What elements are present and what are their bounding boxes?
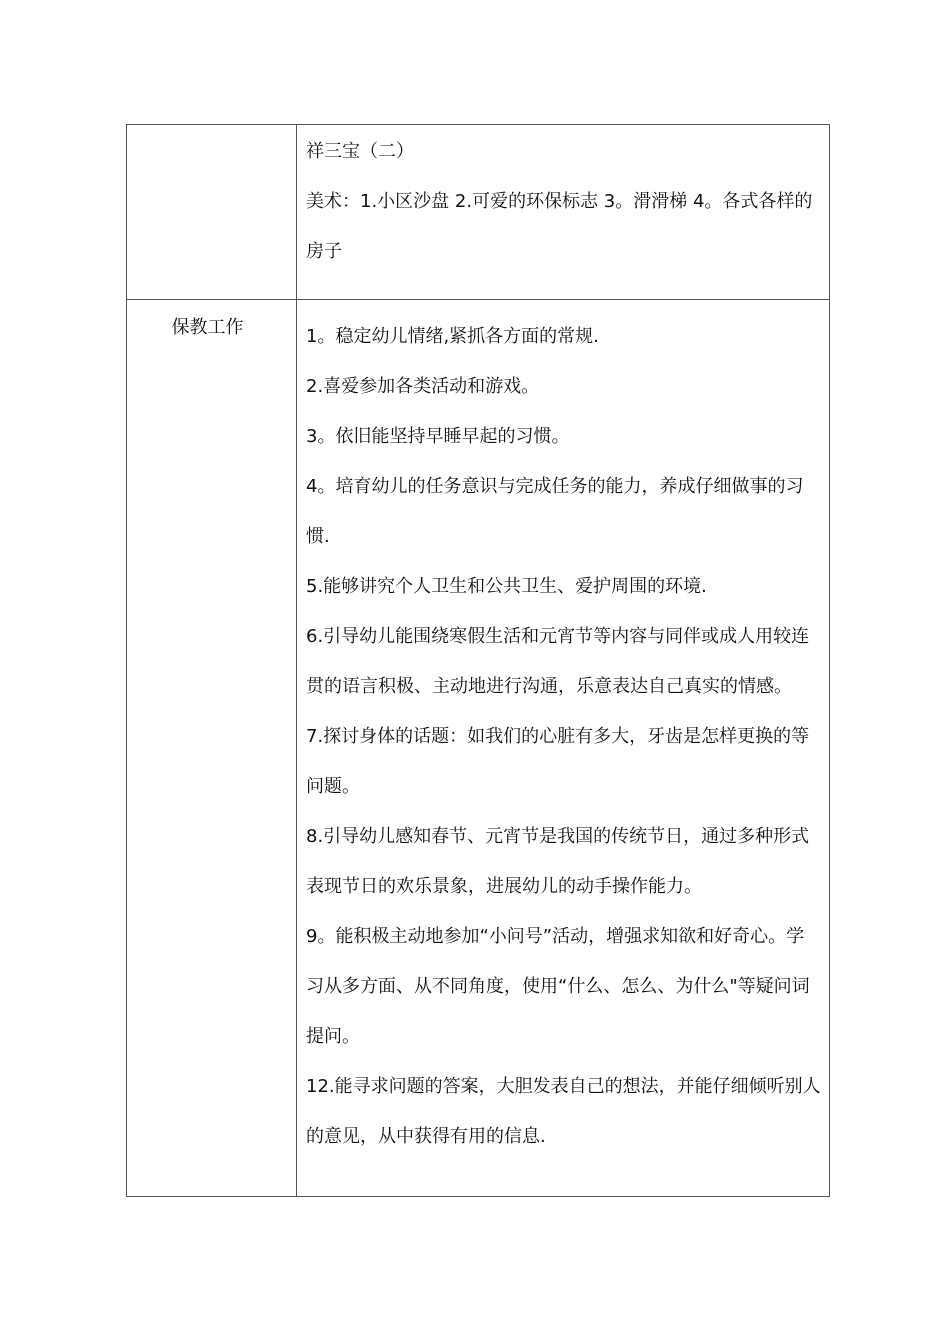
content-line: 祥三宝（二） [306, 141, 414, 162]
row-label: 保教工作 [171, 317, 244, 338]
table-row [127, 300, 830, 1197]
content-line: 3。依旧能坚持早睡早起的习惯。 [306, 426, 570, 447]
content-line: 8.引导幼儿感知春节、元宵节是我国的传统节日，通过多种形式表现节日的欢乐景象，进展幼儿的动手操作能力。 [306, 826, 810, 897]
content-line: 12.能寻求问题的答案，大胆发表自己的想法，并能仔细倾听别人的意见，从中获得有用的信息. [306, 1076, 821, 1147]
content-line: 7.探讨身体的话题：如我们的心脏有多大，牙齿是怎样更换的等问题。 [306, 726, 810, 797]
plan-table [126, 124, 830, 1197]
row-content-cell [297, 300, 830, 1197]
content-line: 2.喜爱参加各类活动和游戏。 [306, 376, 540, 397]
content-line: 6.引导幼儿能围绕寒假生活和元宵节等内容与同伴或成人用较连贯的语言积极、主动地进行沟通，乐意表达自己真实的情感。 [306, 626, 810, 697]
row-label-cell [127, 300, 297, 1197]
content-line: 4。培育幼儿的任务意识与完成任务的能力，养成仔细做事的习惯. [306, 476, 804, 547]
row-content-cell [297, 125, 830, 300]
row-content [297, 300, 829, 1162]
content-line: 美术：1.小区沙盘 2.可爱的环保标志 3。滑滑梯 4。各式各样的房子 [306, 191, 813, 262]
table-row [127, 125, 830, 300]
row-label [127, 125, 296, 141]
content-line: 1。稳定幼儿情绪,紧抓各方面的常规. [306, 326, 599, 347]
row-label-cell [127, 125, 297, 300]
content-line: 5.能够讲究个人卫生和公共卫生、爱护周围的环境. [306, 576, 707, 597]
content-line: 9。能积极主动地参加“小问号”活动，增强求知欲和好奇心。学习从多方面、从不同角度，使用“什么、怎么、为什么"等疑问词提问。 [306, 926, 810, 1047]
row-content [297, 125, 829, 277]
